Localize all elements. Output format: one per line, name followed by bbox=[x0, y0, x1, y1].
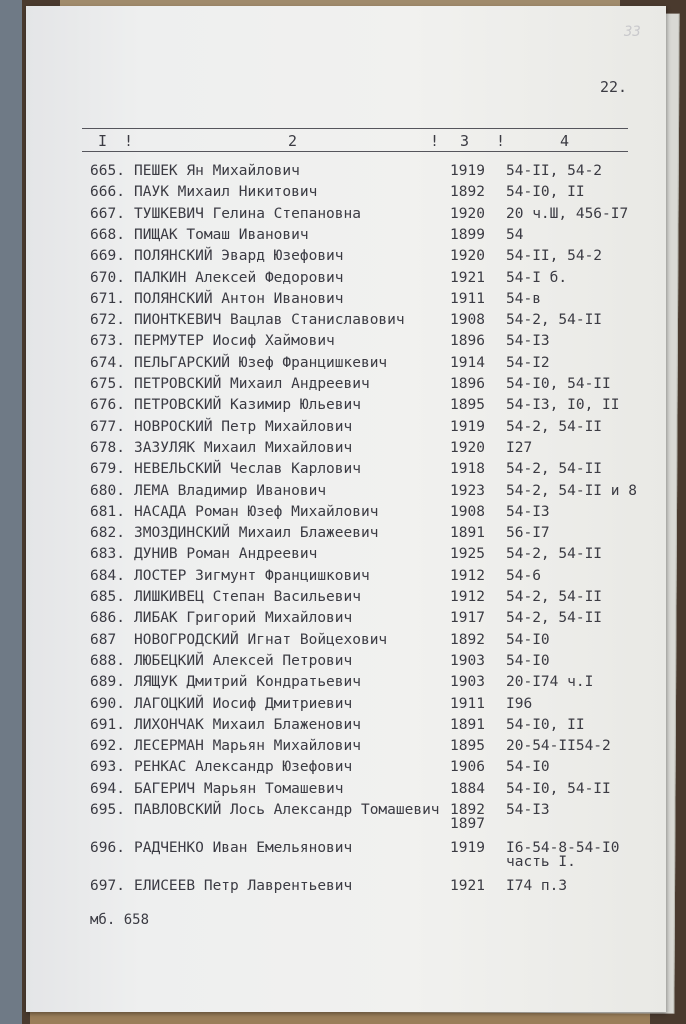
entry-name: ПАУК Михаил Никитович bbox=[134, 184, 318, 201]
background-bottom-strip bbox=[30, 1012, 650, 1024]
entry-number: 665. bbox=[90, 163, 125, 179]
entry-year: 1895 bbox=[450, 397, 485, 414]
entry-year: 1919 bbox=[450, 163, 485, 179]
entry-number: 692. bbox=[90, 738, 125, 755]
entry-name: ПОЛЯНСКИЙ Антон Иванович bbox=[134, 290, 344, 307]
background-left-strip bbox=[0, 0, 22, 1024]
entry-number: 689. bbox=[90, 674, 125, 691]
entry-year: 1908 bbox=[450, 312, 485, 329]
entry-articles: 54-II, 54-2 bbox=[506, 163, 603, 179]
entry-number: 696. bbox=[90, 840, 125, 856]
entry-year: 1906 bbox=[450, 759, 485, 776]
entry-articles: 54-I0, 54-II bbox=[506, 780, 611, 797]
entry-number: 679. bbox=[90, 461, 125, 478]
entry-name: НОВОГРОДСКИЙ Игнат Войцехович bbox=[134, 631, 388, 648]
entry-number: 686. bbox=[90, 610, 125, 627]
entry-year: 1920 bbox=[450, 248, 485, 265]
document-page bbox=[26, 6, 666, 1012]
entry-name: ДУНИВ Роман Андреевич bbox=[134, 546, 318, 563]
entry-name: ЛЮБЕЦКИЙ Алексей Петрович bbox=[134, 652, 353, 669]
entry-name: ПОЛЯНСКИЙ Эвард Юзефович bbox=[134, 248, 344, 265]
entry-name: РЕНКАС Александр Юзефович bbox=[134, 759, 353, 776]
entry-number: 678. bbox=[90, 439, 125, 456]
entry-year: 1921 bbox=[450, 878, 485, 894]
entry-year: 1895 bbox=[450, 738, 485, 755]
entry-articles: I27 bbox=[506, 439, 533, 456]
entry-year: 1925 bbox=[450, 546, 485, 563]
entry-number: 674. bbox=[90, 354, 125, 371]
entry-name: ПЕШЕК Ян Михайлович bbox=[134, 163, 300, 179]
entry-year: 1921 bbox=[450, 269, 485, 286]
header-col-4: 4 bbox=[560, 132, 571, 150]
entry-year: 1920 bbox=[450, 439, 485, 456]
entry-year: 1903 bbox=[450, 674, 485, 691]
entry-name: ПЕРМУТЕР Иосиф Хаймович bbox=[134, 333, 335, 350]
entry-name: ПАВЛОВСКИЙ Лось Александр Томашевич bbox=[134, 802, 440, 818]
entry-year: 1896 bbox=[450, 333, 485, 350]
entry-year: 1884 bbox=[450, 780, 485, 797]
entry-name: ЗМОЗДИНСКИЙ Михаил Блажеевич bbox=[134, 525, 379, 542]
entry-number: 693. bbox=[90, 759, 125, 776]
entry-number: 694. bbox=[90, 780, 125, 797]
entry-name: ЛИБАК Григорий Михайлович bbox=[134, 610, 353, 627]
entry-articles: 54-II, 54-2 bbox=[506, 248, 603, 265]
entry-number: 672. bbox=[90, 312, 125, 329]
entry-year: 1911 bbox=[450, 695, 485, 712]
entry-year: 1920 bbox=[450, 205, 485, 222]
entry-number: 697. bbox=[90, 878, 125, 894]
entry-articles: I6-54-8-54-I0 bbox=[506, 840, 620, 856]
entry-articles: 54-2, 54-II bbox=[506, 312, 603, 329]
entry-name: ЛЯЩУК Дмитрий Кондратьевич bbox=[134, 674, 361, 691]
entry-articles: 54-I0 bbox=[506, 631, 550, 648]
entry-number: 683. bbox=[90, 546, 125, 563]
entry-name: ЕЛИСЕЕВ Петр Лаврентьевич bbox=[134, 878, 353, 894]
entry-number: 682. bbox=[90, 525, 125, 542]
entry-year: 1891 bbox=[450, 716, 485, 733]
entry-number: 685. bbox=[90, 589, 125, 605]
entry-name: ЛИХОНЧАК Михаил Блаженович bbox=[134, 716, 361, 733]
entry-articles: 20-I74 ч.I bbox=[506, 674, 594, 691]
entry-articles: 54-2, 54-II bbox=[506, 546, 603, 563]
entry-number: 684. bbox=[90, 567, 125, 584]
entry-articles: 54-I3 bbox=[506, 802, 550, 818]
entry-name: ЗАЗУЛЯК Михаил Михайлович bbox=[134, 439, 353, 456]
entry-year: 1923 bbox=[450, 482, 485, 499]
entry-articles: 54-2, 54-II bbox=[506, 610, 603, 627]
entry-name: НАСАДА Роман Юзеф Михайлович bbox=[134, 503, 379, 520]
entry-name: РАДЧЕНКО Иван Емельянович bbox=[134, 840, 353, 856]
entry-articles: 54-I0 bbox=[506, 759, 550, 776]
entry-number: 690. bbox=[90, 695, 125, 712]
entry-name: НЕВЕЛЬСКИЙ Чеслав Карлович bbox=[134, 461, 361, 478]
entry-articles: I74 п.3 bbox=[506, 878, 568, 894]
entry-name: ПЕТРОВСКИЙ Казимир Юльевич bbox=[134, 397, 361, 414]
entry-name: ЛЕСЕРМАН Марьян Михайлович bbox=[134, 738, 361, 755]
entry-name: ПИЩАК Томаш Иванович bbox=[134, 226, 309, 243]
entry-articles: 20-54-II54-2 bbox=[506, 738, 611, 755]
pencil-mark: 33 bbox=[624, 24, 641, 40]
header-col-3: 3 bbox=[460, 132, 471, 150]
entry-year: 1903 bbox=[450, 652, 485, 669]
entry-number: 680. bbox=[90, 482, 125, 499]
entry-year: 1908 bbox=[450, 503, 485, 520]
entry-number: 667. bbox=[90, 205, 125, 222]
entry-articles: 54-I0, II bbox=[506, 716, 585, 733]
entry-articles: 54-2, 54-II bbox=[506, 461, 603, 478]
header-separator: ! bbox=[430, 132, 440, 150]
entry-number: 666. bbox=[90, 184, 125, 201]
entry-year: 1891 bbox=[450, 525, 485, 542]
entry-articles: 54-I3 bbox=[506, 503, 550, 520]
entry-number: 681. bbox=[90, 503, 125, 520]
entry-articles: 54-2, 54-II и 8 bbox=[506, 482, 637, 499]
entry-name: ЛИШКИВЕЦ Степан Васильевич bbox=[134, 589, 361, 605]
entry-articles: 54-I2 bbox=[506, 354, 550, 371]
entry-year: 1912 bbox=[450, 567, 485, 584]
header-rule-top bbox=[82, 128, 628, 129]
entry-number: 687 bbox=[90, 631, 117, 648]
entry-articles: 56-I7 bbox=[506, 525, 550, 542]
entry-year: 1919 bbox=[450, 418, 485, 435]
entry-number: 675. bbox=[90, 376, 125, 392]
entry-name: ПЕТРОВСКИЙ Михаил Андреевич bbox=[134, 376, 370, 392]
entry-articles: 54-I0, II bbox=[506, 184, 585, 201]
header-separator: ! bbox=[496, 132, 506, 150]
entry-articles: 54-в bbox=[506, 290, 541, 307]
entry-name: ЛАГОЦКИЙ Иосиф Дмитриевич bbox=[134, 695, 353, 712]
entry-year: 1918 bbox=[450, 461, 485, 478]
entry-number: 676. bbox=[90, 397, 125, 414]
entry-number: 671. bbox=[90, 290, 125, 307]
entry-articles-second: часть I. bbox=[506, 854, 576, 870]
entry-articles: I96 bbox=[506, 695, 533, 712]
entry-year: 1917 bbox=[450, 610, 485, 627]
entry-articles: 54-I0 bbox=[506, 652, 550, 669]
entry-year: 1892 bbox=[450, 802, 485, 818]
entry-year: 1911 bbox=[450, 290, 485, 307]
entry-number: 691. bbox=[90, 716, 125, 733]
entry-number: 688. bbox=[90, 652, 125, 669]
entry-number: 673. bbox=[90, 333, 125, 350]
entry-articles: 54-I б. bbox=[506, 269, 568, 286]
entry-name: ТУШКЕВИЧ Гелина Степановна bbox=[134, 205, 361, 222]
entry-articles: 54-6 bbox=[506, 567, 541, 584]
entry-articles: 54-I3 bbox=[506, 333, 550, 350]
entry-articles: 54-I3, I0, II bbox=[506, 397, 620, 414]
entry-year: 1892 bbox=[450, 184, 485, 201]
entry-name: ЛОСТЕР Зигмунт Францишкович bbox=[134, 567, 370, 584]
entry-name: ПИОНТКЕВИЧ Вацлав Станиславович bbox=[134, 312, 405, 329]
entry-articles: 54 bbox=[506, 226, 524, 243]
entry-year: 1919 bbox=[450, 840, 485, 856]
entry-articles: 20 ч.Ш, 456-I7 bbox=[506, 205, 629, 222]
header-col-2: 2 bbox=[288, 132, 299, 150]
entry-articles: 54-2, 54-II bbox=[506, 589, 603, 605]
entry-number: 677. bbox=[90, 418, 125, 435]
page-number: 22. bbox=[600, 78, 628, 96]
header-rule-bottom bbox=[82, 151, 628, 152]
entry-year: 1914 bbox=[450, 354, 485, 371]
entry-articles: 54-2, 54-II bbox=[506, 418, 603, 435]
footer-note: мб. 658 bbox=[90, 912, 150, 928]
entry-name: НОВРОСКИЙ Петр Михайлович bbox=[134, 418, 353, 435]
header-separator: ! bbox=[124, 132, 134, 150]
entry-number: 668. bbox=[90, 226, 125, 243]
entry-name: БАГЕРИЧ Марьян Томашевич bbox=[134, 780, 344, 797]
entry-year-second: 1897 bbox=[450, 816, 485, 832]
entry-articles: 54-I0, 54-II bbox=[506, 376, 611, 392]
entry-number: 695. bbox=[90, 802, 125, 818]
entry-number: 669. bbox=[90, 248, 125, 265]
entry-year: 1892 bbox=[450, 631, 485, 648]
header-col-1: I bbox=[98, 132, 109, 150]
entry-year: 1899 bbox=[450, 226, 485, 243]
entry-number: 670. bbox=[90, 269, 125, 286]
entry-year: 1896 bbox=[450, 376, 485, 392]
entry-name: ЛЕМА Владимир Иванович bbox=[134, 482, 327, 499]
entry-name: ПАЛКИН Алексей Федорович bbox=[134, 269, 344, 286]
entry-name: ПЕЛЬГАРСКИЙ Юзеф Францишкевич bbox=[134, 354, 388, 371]
entry-year: 1912 bbox=[450, 589, 485, 605]
